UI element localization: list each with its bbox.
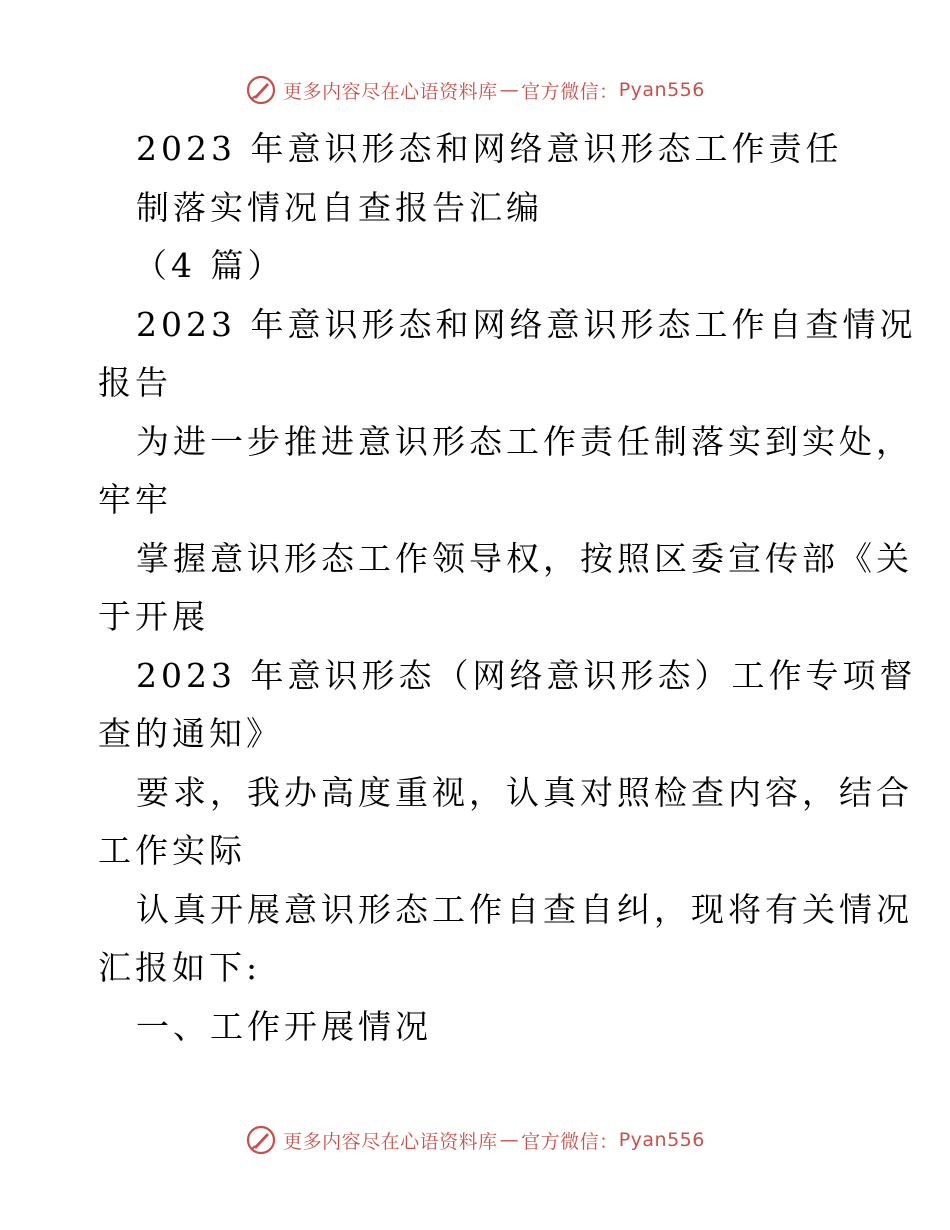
paragraph-line: 查的通知》 [98,714,283,753]
report-title-line-1: 2023 年意识形态和网络意识形态工作自查情况 [136,304,917,344]
watermark-separator: — [499,1129,520,1151]
watermark-suffix: 官方微信： [521,80,619,103]
watermark-text: 更多内容尽在心语资料库 [283,80,498,103]
watermark-suffix: 官方微信： [521,1130,619,1153]
paragraph-line: 要求，我办高度重视，认真对照检查内容，结合 [136,772,913,812]
watermark-footer [0,1120,950,1160]
watermark-text: 更多内容尽在心语资料库 [283,1130,498,1153]
paragraph-line: 于开展 [98,597,209,636]
watermark-separator: — [499,79,520,101]
paragraph-line: 掌握意识形态工作领导权，按照区委宣传部《关 [136,538,913,578]
quill-logo-icon [245,74,277,106]
paragraph-line: 认真开展意识形态工作自查自纠，现将有关情况 [136,889,913,929]
title-line-3: （4 篇） [134,246,285,285]
watermark-header [0,70,950,110]
paragraph-line: 为进一步推进意识形态工作责任制落实到实处， [136,421,913,461]
title-line-1: 2023 年意识形态和网络意识形态工作责任 [136,129,843,168]
document-body [98,120,917,1056]
watermark-id: Pyan556 [618,79,705,101]
section-heading: 一、工作开展情况 [136,1006,432,1046]
paragraph-line: 2023 年意识形态（网络意识形态）工作专项督 [136,655,917,695]
paragraph-line: 牢牢 [98,480,172,519]
title-line-2: 制落实情况自查报告汇编 [136,187,543,227]
quill-logo-icon [245,1124,277,1156]
paragraph-line: 汇报如下: [98,948,262,987]
watermark-id: Pyan556 [618,1129,705,1151]
paragraph-line: 工作实际 [98,831,246,870]
report-title-line-2: 报告 [98,363,172,402]
